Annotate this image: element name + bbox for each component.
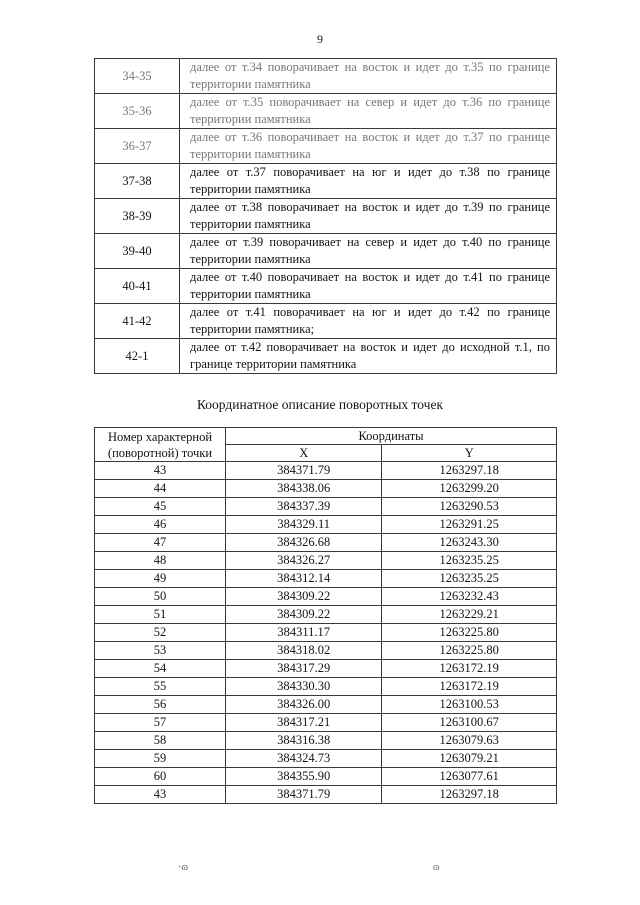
coord-point: 59 bbox=[95, 750, 226, 768]
coord-point: 54 bbox=[95, 660, 226, 678]
coord-x: 384326.68 bbox=[226, 534, 382, 552]
route-description: далее от т.38 поворачивает на восток и идет до т.39 по границе территории памятника bbox=[180, 199, 557, 234]
coord-row bbox=[95, 570, 557, 588]
coord-point: 51 bbox=[95, 606, 226, 624]
coord-row bbox=[95, 678, 557, 696]
coord-point: 57 bbox=[95, 714, 226, 732]
coord-y: 1263291.25 bbox=[382, 516, 557, 534]
coord-point: 49 bbox=[95, 570, 226, 588]
coord-y: 1263297.18 bbox=[382, 786, 557, 804]
coord-point: 60 bbox=[95, 768, 226, 786]
coord-row bbox=[95, 480, 557, 498]
coord-x: 384371.79 bbox=[226, 462, 382, 480]
coord-y: 1263100.67 bbox=[382, 714, 557, 732]
coord-point: 50 bbox=[95, 588, 226, 606]
route-description: далее от т.36 поворачивает на восток и идет до т.37 по границе территории памятника bbox=[180, 129, 557, 164]
coordinates-table-head bbox=[95, 428, 557, 462]
route-segment: 38-39 bbox=[95, 199, 180, 234]
coord-x: 384309.22 bbox=[226, 606, 382, 624]
coord-y: 1263172.19 bbox=[382, 660, 557, 678]
coord-row bbox=[95, 732, 557, 750]
coord-y: 1263299.20 bbox=[382, 480, 557, 498]
coord-point: 53 bbox=[95, 642, 226, 660]
coord-x: 384329.11 bbox=[226, 516, 382, 534]
route-row bbox=[95, 269, 557, 304]
route-segment: 37-38 bbox=[95, 164, 180, 199]
scan-mark-right: ɷ bbox=[433, 862, 440, 873]
coord-point: 47 bbox=[95, 534, 226, 552]
route-description: далее от т.40 поворачивает на восток и идет до т.41 по границе территории памятника bbox=[180, 269, 557, 304]
coord-row bbox=[95, 696, 557, 714]
coord-y: 1263172.19 bbox=[382, 678, 557, 696]
coord-row bbox=[95, 750, 557, 768]
coord-point: 45 bbox=[95, 498, 226, 516]
route-row bbox=[95, 59, 557, 94]
coord-x: 384324.73 bbox=[226, 750, 382, 768]
coord-y: 1263225.80 bbox=[382, 642, 557, 660]
coord-x: 384371.79 bbox=[226, 786, 382, 804]
route-description: далее от т.42 поворачивает на восток и идет до исходной т.1, по границе территории памятника bbox=[180, 339, 557, 374]
route-description: далее от т.35 поворачивает на север и идет до т.36 по границе территории памятника bbox=[180, 94, 557, 129]
coord-row bbox=[95, 552, 557, 570]
route-segment: 40-41 bbox=[95, 269, 180, 304]
coordinates-table bbox=[94, 427, 557, 804]
coord-y: 1263229.21 bbox=[382, 606, 557, 624]
coord-point: 52 bbox=[95, 624, 226, 642]
coord-y: 1263290.53 bbox=[382, 498, 557, 516]
coord-y: 1263235.25 bbox=[382, 552, 557, 570]
route-segment: 41-42 bbox=[95, 304, 180, 339]
coord-y: 1263235.25 bbox=[382, 570, 557, 588]
route-segment: 39-40 bbox=[95, 234, 180, 269]
coord-point: 43 bbox=[95, 786, 226, 804]
coord-x: 384330.30 bbox=[226, 678, 382, 696]
route-description: далее от т.41 поворачивает на юг и идет до т.42 по границе территории памятника; bbox=[180, 304, 557, 339]
coordinates-table-body bbox=[95, 462, 557, 804]
coord-y: 1263225.80 bbox=[382, 624, 557, 642]
coord-point: 46 bbox=[95, 516, 226, 534]
header-row bbox=[95, 428, 557, 445]
coord-x: 384309.22 bbox=[226, 588, 382, 606]
route-description: далее от т.37 поворачивает на юг и идет до т.38 по границе территории памятника bbox=[180, 164, 557, 199]
coord-point: 58 bbox=[95, 732, 226, 750]
coord-x: 384338.06 bbox=[226, 480, 382, 498]
coord-section-title: Координатное описание поворотных точек bbox=[196, 397, 444, 412]
route-description: далее от т.34 поворачивает на восток и идет до т.35 по границе территории памятника bbox=[180, 59, 557, 94]
point-number-header: Номер характерной (поворотной) точки bbox=[95, 428, 226, 462]
coordinates-header: Координаты bbox=[226, 428, 557, 445]
coord-x: 384337.39 bbox=[226, 498, 382, 516]
coord-x: 384326.00 bbox=[226, 696, 382, 714]
coord-row bbox=[95, 660, 557, 678]
route-segment: 36-37 bbox=[95, 129, 180, 164]
y-header: Y bbox=[382, 445, 557, 462]
coord-y: 1263100.53 bbox=[382, 696, 557, 714]
scan-mark-left: ·ɷ bbox=[178, 862, 188, 873]
coord-row bbox=[95, 786, 557, 804]
coord-x: 384311.17 bbox=[226, 624, 382, 642]
coord-x: 384312.14 bbox=[226, 570, 382, 588]
coord-y: 1263232.43 bbox=[382, 588, 557, 606]
coord-row bbox=[95, 624, 557, 642]
coord-y: 1263297.18 bbox=[382, 462, 557, 480]
route-description: далее от т.39 поворачивает на север и идет до т.40 по границе территории памятника bbox=[180, 234, 557, 269]
coord-x: 384317.21 bbox=[226, 714, 382, 732]
coord-point: 44 bbox=[95, 480, 226, 498]
coord-y: 1263079.63 bbox=[382, 732, 557, 750]
route-row bbox=[95, 339, 557, 374]
coord-row bbox=[95, 534, 557, 552]
coord-row bbox=[95, 768, 557, 786]
page-number: 9 bbox=[317, 32, 323, 46]
coord-y: 1263243.30 bbox=[382, 534, 557, 552]
route-row bbox=[95, 129, 557, 164]
route-description-table bbox=[94, 58, 557, 374]
x-header: X bbox=[226, 445, 382, 462]
coord-point: 43 bbox=[95, 462, 226, 480]
coord-x: 384355.90 bbox=[226, 768, 382, 786]
coord-x: 384317.29 bbox=[226, 660, 382, 678]
coord-point: 55 bbox=[95, 678, 226, 696]
route-segment: 34-35 bbox=[95, 59, 180, 94]
route-table-body bbox=[95, 59, 557, 374]
coord-row bbox=[95, 606, 557, 624]
coord-y: 1263077.61 bbox=[382, 768, 557, 786]
coord-row bbox=[95, 642, 557, 660]
route-row bbox=[95, 94, 557, 129]
coord-row bbox=[95, 498, 557, 516]
coord-x: 384326.27 bbox=[226, 552, 382, 570]
coord-y: 1263079.21 bbox=[382, 750, 557, 768]
coord-x: 384318.02 bbox=[226, 642, 382, 660]
route-row bbox=[95, 304, 557, 339]
route-segment: 35-36 bbox=[95, 94, 180, 129]
route-row bbox=[95, 199, 557, 234]
coord-point: 48 bbox=[95, 552, 226, 570]
coord-row bbox=[95, 462, 557, 480]
coord-row bbox=[95, 714, 557, 732]
coord-row bbox=[95, 516, 557, 534]
coord-point: 56 bbox=[95, 696, 226, 714]
route-row bbox=[95, 164, 557, 199]
coord-x: 384316.38 bbox=[226, 732, 382, 750]
coord-row bbox=[95, 588, 557, 606]
route-row bbox=[95, 234, 557, 269]
route-segment: 42-1 bbox=[95, 339, 180, 374]
